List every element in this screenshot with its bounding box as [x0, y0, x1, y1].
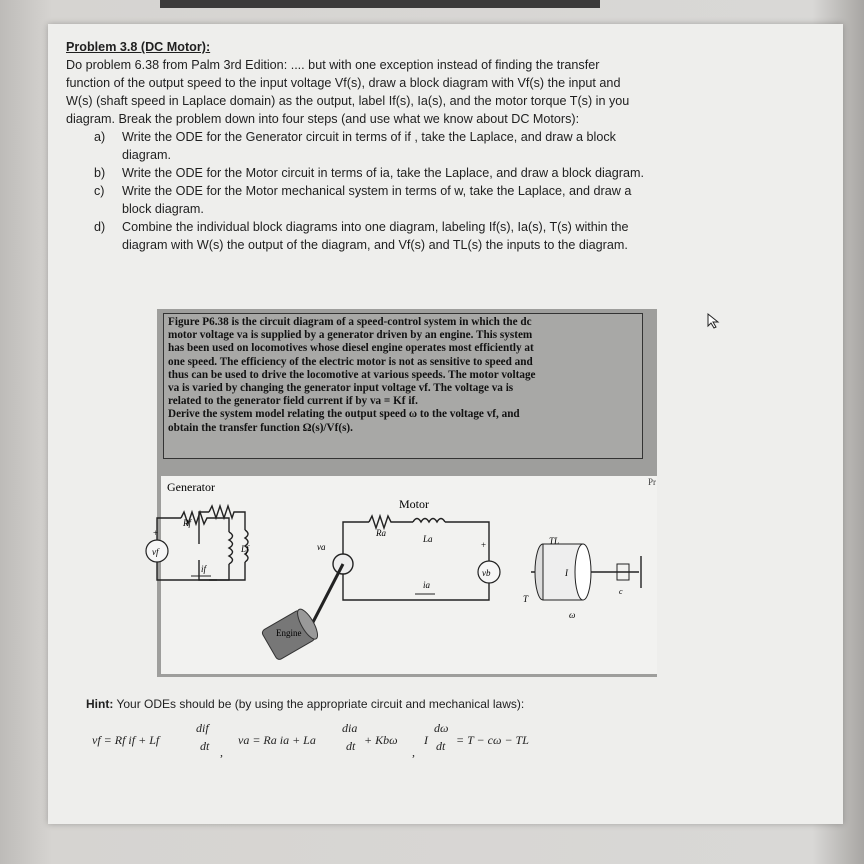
caption-line: related to the generator field current if by va = Kf if. [168, 395, 418, 408]
motor-label: Motor [399, 497, 429, 511]
ra-label: Ra [376, 528, 386, 538]
caption-line: va is varied by changing the generator input voltage vf. The voltage va is [168, 382, 514, 395]
step-text-cont: diagram with W(s) the output of the diagram, and Vf(s) and TL(s) the inputs to the diagram. [122, 238, 628, 252]
step-text: Combine the individual block diagrams into one diagram, labeling If(s), Ia(s), T(s) within the [122, 220, 629, 234]
eq-separator: , [220, 745, 223, 759]
eq2-numerator: dia [342, 721, 358, 735]
step-text: Write the ODE for the Motor mechanical system in terms of w, take the Laplace, and draw a [122, 184, 632, 198]
inertia-label: I [565, 568, 568, 578]
hint-line [86, 697, 524, 711]
caption-line: obtain the transfer function Ω(s)/Vf(s). [168, 421, 353, 434]
hint-label: Hint: [86, 697, 114, 711]
caption-line: thus can be used to drive the locomotive at various speeds. The motor voltage [168, 368, 536, 381]
mouse-cursor-icon [706, 312, 722, 330]
problem-text [66, 38, 746, 254]
problem-title: Problem 3.8 (DC Motor): [66, 40, 211, 54]
vf-plus: + [153, 528, 159, 538]
damper-label: c [619, 587, 623, 596]
vb-plus: + [481, 540, 487, 550]
step-item [66, 164, 746, 182]
step-label: a) [94, 130, 106, 144]
step-item [66, 182, 746, 218]
figure-caption [163, 313, 643, 459]
eq3-numerator: dω [434, 721, 449, 735]
problem-intro-line-3: W(s) (shaft speed in Laplace domain) as the output, label If(s), Ia(s), and the motor torque T(s) in you [66, 94, 630, 108]
caption-line: Derive the system model relating the output speed ω to the voltage vf, and [168, 408, 520, 421]
tl-label: TL [549, 536, 560, 546]
caption-line: Figure P6.38 is the circuit diagram of a speed-control system in which the dc [168, 316, 532, 328]
step-text-cont: diagram. [122, 148, 171, 162]
rf-label: Rf [183, 518, 191, 528]
eq-separator: , [412, 745, 415, 759]
equation-motor: va = Ra ia + La [238, 733, 316, 747]
eq2-right: + Kbω [364, 733, 398, 747]
eq3-right: = T − cω − TL [456, 733, 529, 747]
vb-label: vb [482, 568, 491, 578]
figure-side-label: Pr [648, 477, 657, 487]
generator-label: Generator [167, 480, 215, 494]
step-label: b) [94, 166, 106, 180]
equation-mechanical: I [424, 733, 428, 747]
monitor-bezel [160, 0, 600, 8]
caption-line: one speed. The efficiency of the electric motor is not as sensitive to speed and [168, 355, 533, 368]
problem-intro-line-4: diagram. Break the problem down into four steps (and use what we know about DC Motors): [66, 112, 580, 126]
problem-intro-line-2: function of the output speed to the input voltage Vf(s), draw a block diagram with Vf(s) the input and [66, 76, 621, 90]
generator-circuit-wires [157, 512, 233, 580]
engine-shaft [311, 564, 343, 626]
ia-label: ia [423, 580, 431, 590]
equation-generator: vf = Rf if + Lf [92, 733, 160, 747]
step-item [66, 128, 746, 164]
caption-line: motor voltage va is supplied by a generator driven by an engine. This system [168, 329, 533, 342]
eq3-denominator: dt [436, 739, 446, 753]
engine-label: Engine [276, 628, 302, 638]
hint-text: Your ODEs should be (by using the appropriate circuit and mechanical laws): [113, 697, 525, 711]
steps-list [66, 128, 746, 254]
motor-circuit-wires [343, 516, 489, 600]
vf-source-label: vf [152, 547, 159, 557]
step-label: c) [94, 184, 105, 198]
lf-label: Lf [241, 544, 249, 554]
motor-load-icon [531, 544, 641, 600]
step-text-cont: block diagram. [122, 202, 204, 216]
va-label: va [317, 542, 326, 552]
step-label: d) [94, 220, 106, 234]
circuit-drawing [152, 476, 657, 674]
step-item [66, 218, 746, 254]
eq2-denominator: dt [346, 739, 356, 753]
step-text: Write the ODE for the Motor circuit in terms of ia, take the Laplace, and draw a block diagram. [122, 166, 644, 180]
torque-label: T [523, 594, 529, 604]
problem-intro-line-1: Do problem 6.38 from Palm 3rd Edition: .... but with one exception instead of finding the transfer [66, 58, 600, 72]
if-label: if [201, 564, 207, 574]
caption-line: has been used on locomotives whose diesel engine operates most efficiently at [168, 342, 534, 355]
eq1-denominator: dt [200, 739, 210, 753]
eq1-numerator: dif [196, 721, 209, 735]
omega-label: ω [569, 610, 576, 620]
step-text: Write the ODE for the Generator circuit in terms of if , take the Laplace, and draw a block [122, 130, 616, 144]
equations-row [92, 721, 692, 771]
la-label: La [423, 534, 433, 544]
